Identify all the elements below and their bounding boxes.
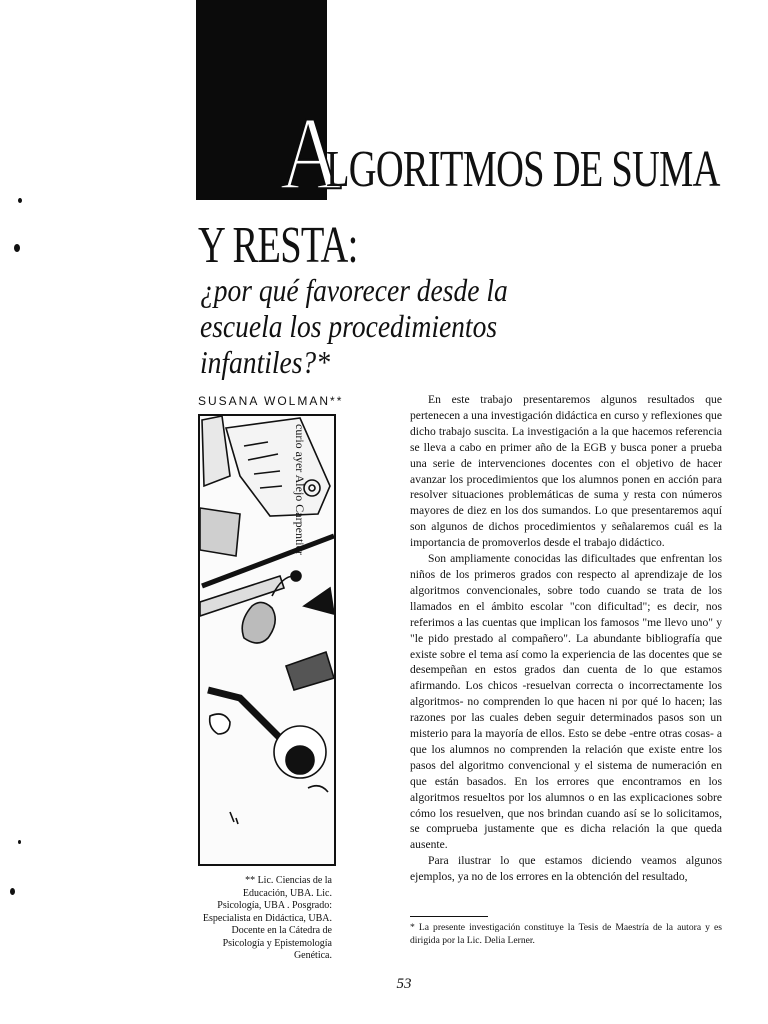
body-paragraph: Para ilustrar lo que estamos diciendo veamos algunos ejemplos, ya no de los errores en la obtención del resultado, <box>410 854 722 884</box>
scan-speck <box>14 244 20 252</box>
footnote-divider <box>410 916 488 917</box>
page-number: 53 <box>396 976 412 992</box>
body-paragraph: Son ampliamente conocidas las dificultades que enfrentan los niños de los primeros grados con respecto al aprendizaje de los algoritmos convencionales, sobre todo cuando se trata de los llamados en el ámbito escolar "con dificultad"; es decir, nos referimos a las cuentas que implican los famosos "me llevo uno" y "le pido prestado al compañero". La abundante bibliografía que existe sobre el tema así como la experiencia de las docentes que se desempeñan en estos grados dan cuenta de lo que estamos afirmando. Los chicos -resuelvan correcta o incorrectamente los algoritmos- no comprenden lo que hacen ni por qué lo hacen; las razones por las cuales deben seguir determinados pasos son un misterio para la mayoría de ellos. Esto se debe -entre otras cosas- a que los alumnos no comprenden la relación que existe entre los pasos del algoritmo convencional y el sistema de numeración en que están basados. En los errores que encontramos en los algoritmos resueltos por los alumnos o en las explicaciones sobre cómo los resuelven, que nos brindan cuando así se lo solicitamos, se comprueba justamente que es dicha relación la que queda ausente. <box>410 552 722 852</box>
author-credentials: ** Lic. Ciencias de la Educación, UBA. Lic. Psicología, UBA . Posgrado: Especialista en Didáctica, UBA. Docente en la Cátedra de Psicología y Epistemología Genética. <box>202 875 332 961</box>
article-subtitle: ¿por qué favorecer desde la escuela los procedimientos infantiles?* <box>200 272 508 380</box>
figure-label: curio ayer Alejo Carpentier <box>293 424 307 555</box>
title-line-1: LGORITMOS DE SUMA <box>326 141 720 198</box>
title-drop-cap: A <box>280 96 342 211</box>
title-line-2: Y RESTA: <box>198 217 358 274</box>
scan-speck <box>10 888 15 895</box>
scan-speck <box>18 840 21 844</box>
collage-illustration <box>198 414 336 866</box>
footnote: * La presente investigación constituye la Tesis de Maestría de la autora y es dirigida por la Lic. Delia Lerner. <box>410 922 722 946</box>
body-paragraph: En este trabajo presentaremos algunos resultados que pertenecen a una investigación didáctica en curso y reflexiones que dicho trabajo suscita. La investigación a la que hacemos referencia se lleva a cabo en primer año de la EGB y busca poner a prueba una serie de intervenciones docentes con el objetivo de hacer avanzar los procedimientos que los alumnos ponen en acción para resolver situaciones problemáticas de suma y resta con números mayores de diez en los dos sumandos. Lo que presentaremos aquí son algunos de dichos procedimientos y señalaremos cuál es la importancia de promoverlos desde el trabajo didáctico. <box>410 393 722 550</box>
article-body <box>410 392 722 885</box>
author-name: SUSANA WOLMAN** <box>198 394 344 408</box>
collage-drawing <box>200 416 334 864</box>
scan-speck <box>18 198 22 203</box>
